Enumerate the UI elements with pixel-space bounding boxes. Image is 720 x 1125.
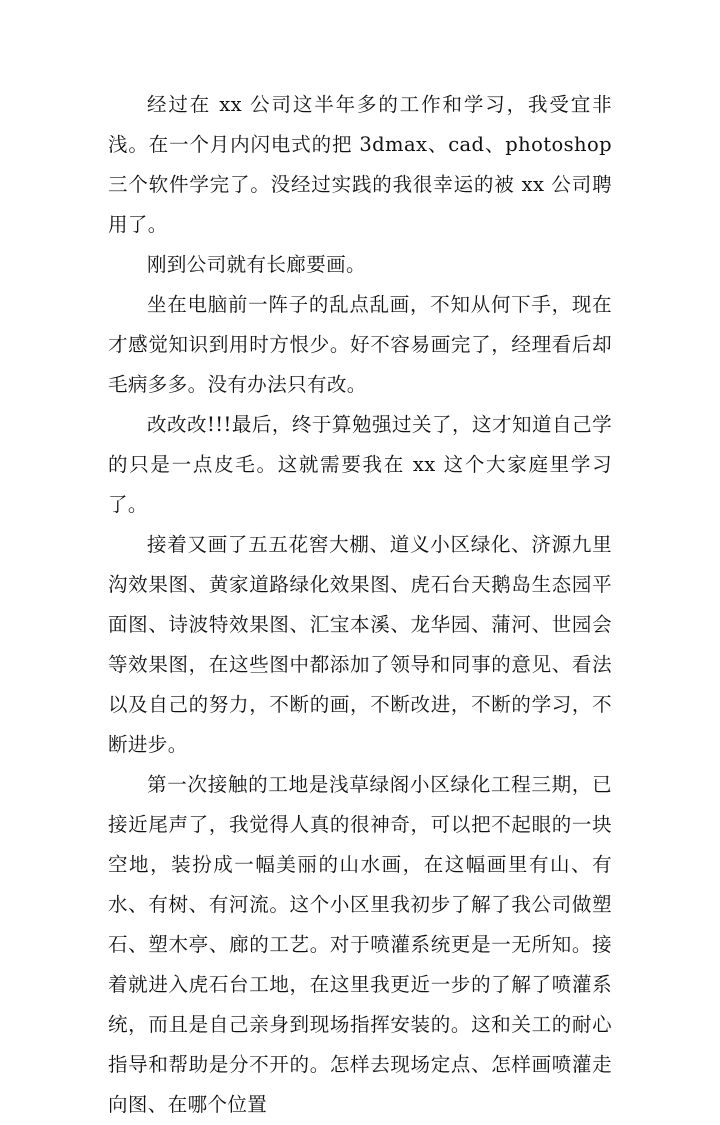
paragraph-3: 坐在电脑前一阵子的乱点乱画，不知从何下手，现在才感觉知识到用时方恨少。好不容易画完了，经理看后却毛病多多。没有办法只有改。 xyxy=(108,293,612,396)
paragraph-2: 刚到公司就有长廊要画。 xyxy=(147,253,366,276)
document-body xyxy=(108,85,612,1125)
paragraph-6: 第一次接触的工地是浅草绿阁小区绿化工程三期，已接近尾声了，我觉得人真的很神奇，可以把不起眼的一块空地，装扮成一幅美丽的山水画，在这幅画里有山、有水、有树、有河流。这个小区里我初步了解了我公司做塑石、塑木亭、廊的工艺。对于喷灌系统更是一无所知。接着就进入虎石台工地，在这里我更近一步的了解了喷灌系统，而且是自己亲身到现场指挥安装的。这和关工的耐心指导和帮助是分不开的。怎样去现场定点、怎样画喷灌走向图、在哪个位置 xyxy=(108,773,612,1116)
paragraph-4: 改改改!!!最后，终于算勉强过关了，这才知道自己学的只是一点皮毛。这就需要我在 xx 这个大家庭里学习了。 xyxy=(108,413,612,516)
paragraph-1: 经过在 xx 公司这半年多的工作和学习，我受宜非浅。在一个月内闪电式的把 3dmax、cad、photoshop 三个软件学完了。没经过实践的我很幸运的被 xx 公司聘用了。 xyxy=(108,93,612,236)
paragraph-5: 接着又画了五五花窖大棚、道义小区绿化、济源九里沟效果图、黄家道路绿化效果图、虎石台天鹅岛生态园平面图、诗波特效果图、汇宝本溪、龙华园、蒲河、世园会等效果图，在这些图中都添加了领导和同事的意见、看法以及自己的努力，不断的画，不断改进，不断的学习，不断进步。 xyxy=(108,533,612,756)
